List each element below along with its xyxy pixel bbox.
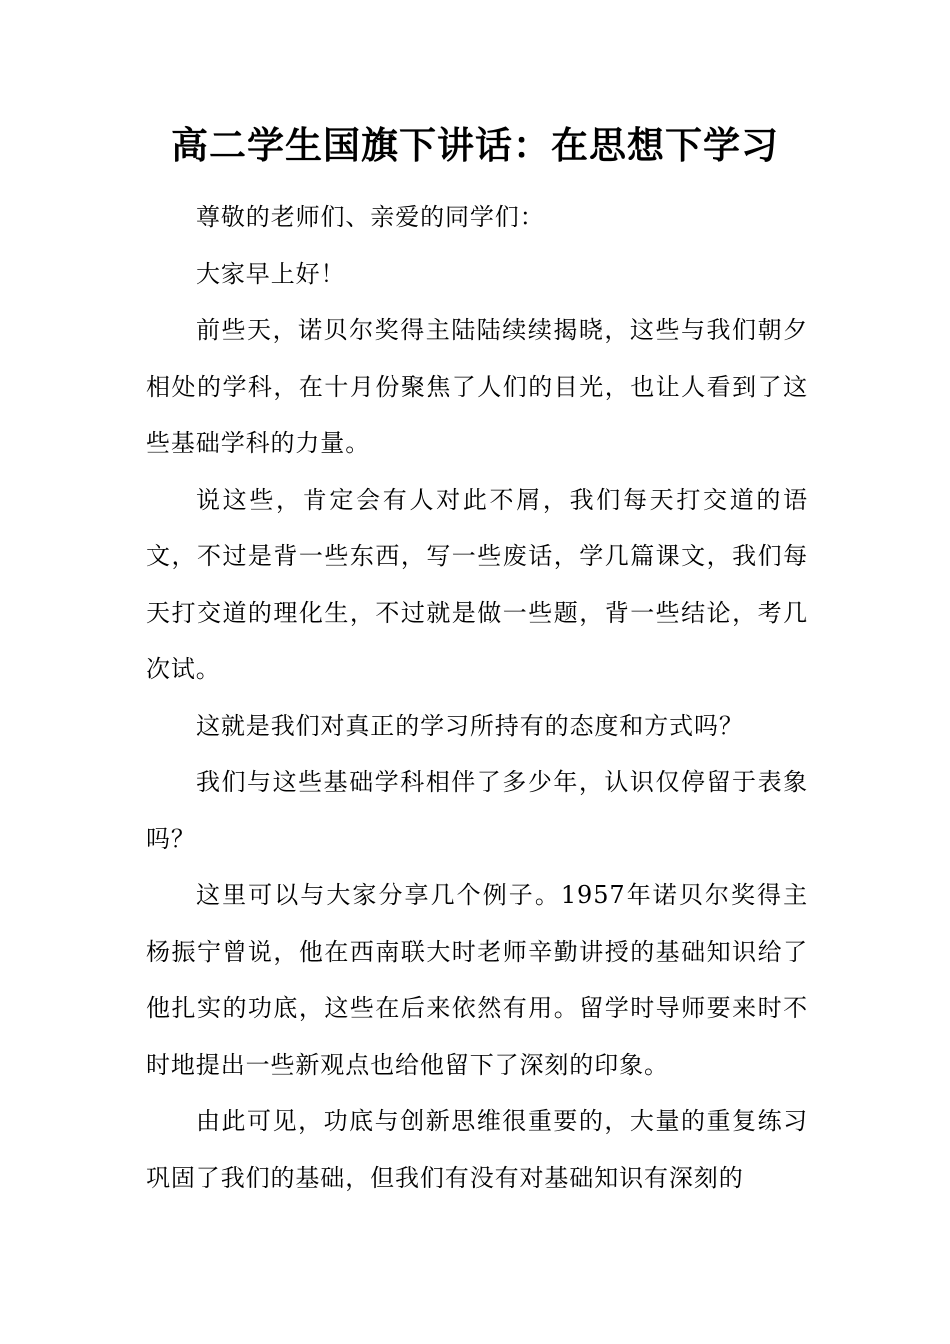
paragraph-question-attitude: 这就是我们对真正的学习所持有的态度和方式吗？ [196,711,744,740]
paragraph-conclusion: 由此可见，功底与创新思维很重要的，大量的重复练习巩固了我们的基础，但我们有没有对基础知识有深刻的 [146,1107,808,1192]
paragraph-skeptic-view: 说这些，肯定会有人对此不屑，我们每天打交道的语文，不过是背一些东西，写一些废话，学几篇课文，我们每天打交道的理化生，不过就是做一些题，背一些结论，考几次试。 [146,485,808,683]
paragraph-yang-example: 这里可以与大家分享几个例子。1957年诺贝尔奖得主杨振宁曾说，他在西南联大时老师辛勤讲授的基础知识给了他扎实的功底，这些在后来依然有用。留学时导师要来时不时地提出一些新观点也给他留下了深刻的印象。 [146,881,808,1079]
document-title: 高二学生国旗下讲话：在思想下学习 [171,124,779,167]
paragraph-question-surface: 我们与这些基础学科相伴了多少年，认识仅停留于表象吗？ [146,768,808,853]
paragraph-nobel-announcement: 前些天，诺贝尔奖得主陆陆续续揭晓，这些与我们朝夕相处的学科，在十月份聚焦了人们的目光，也让人看到了这些基础学科的力量。 [146,316,808,457]
paragraph-greeting: 尊敬的老师们、亲爱的同学们： [196,203,545,231]
document-body [146,189,808,1206]
paragraph-good-morning: 大家早上好！ [196,259,346,288]
